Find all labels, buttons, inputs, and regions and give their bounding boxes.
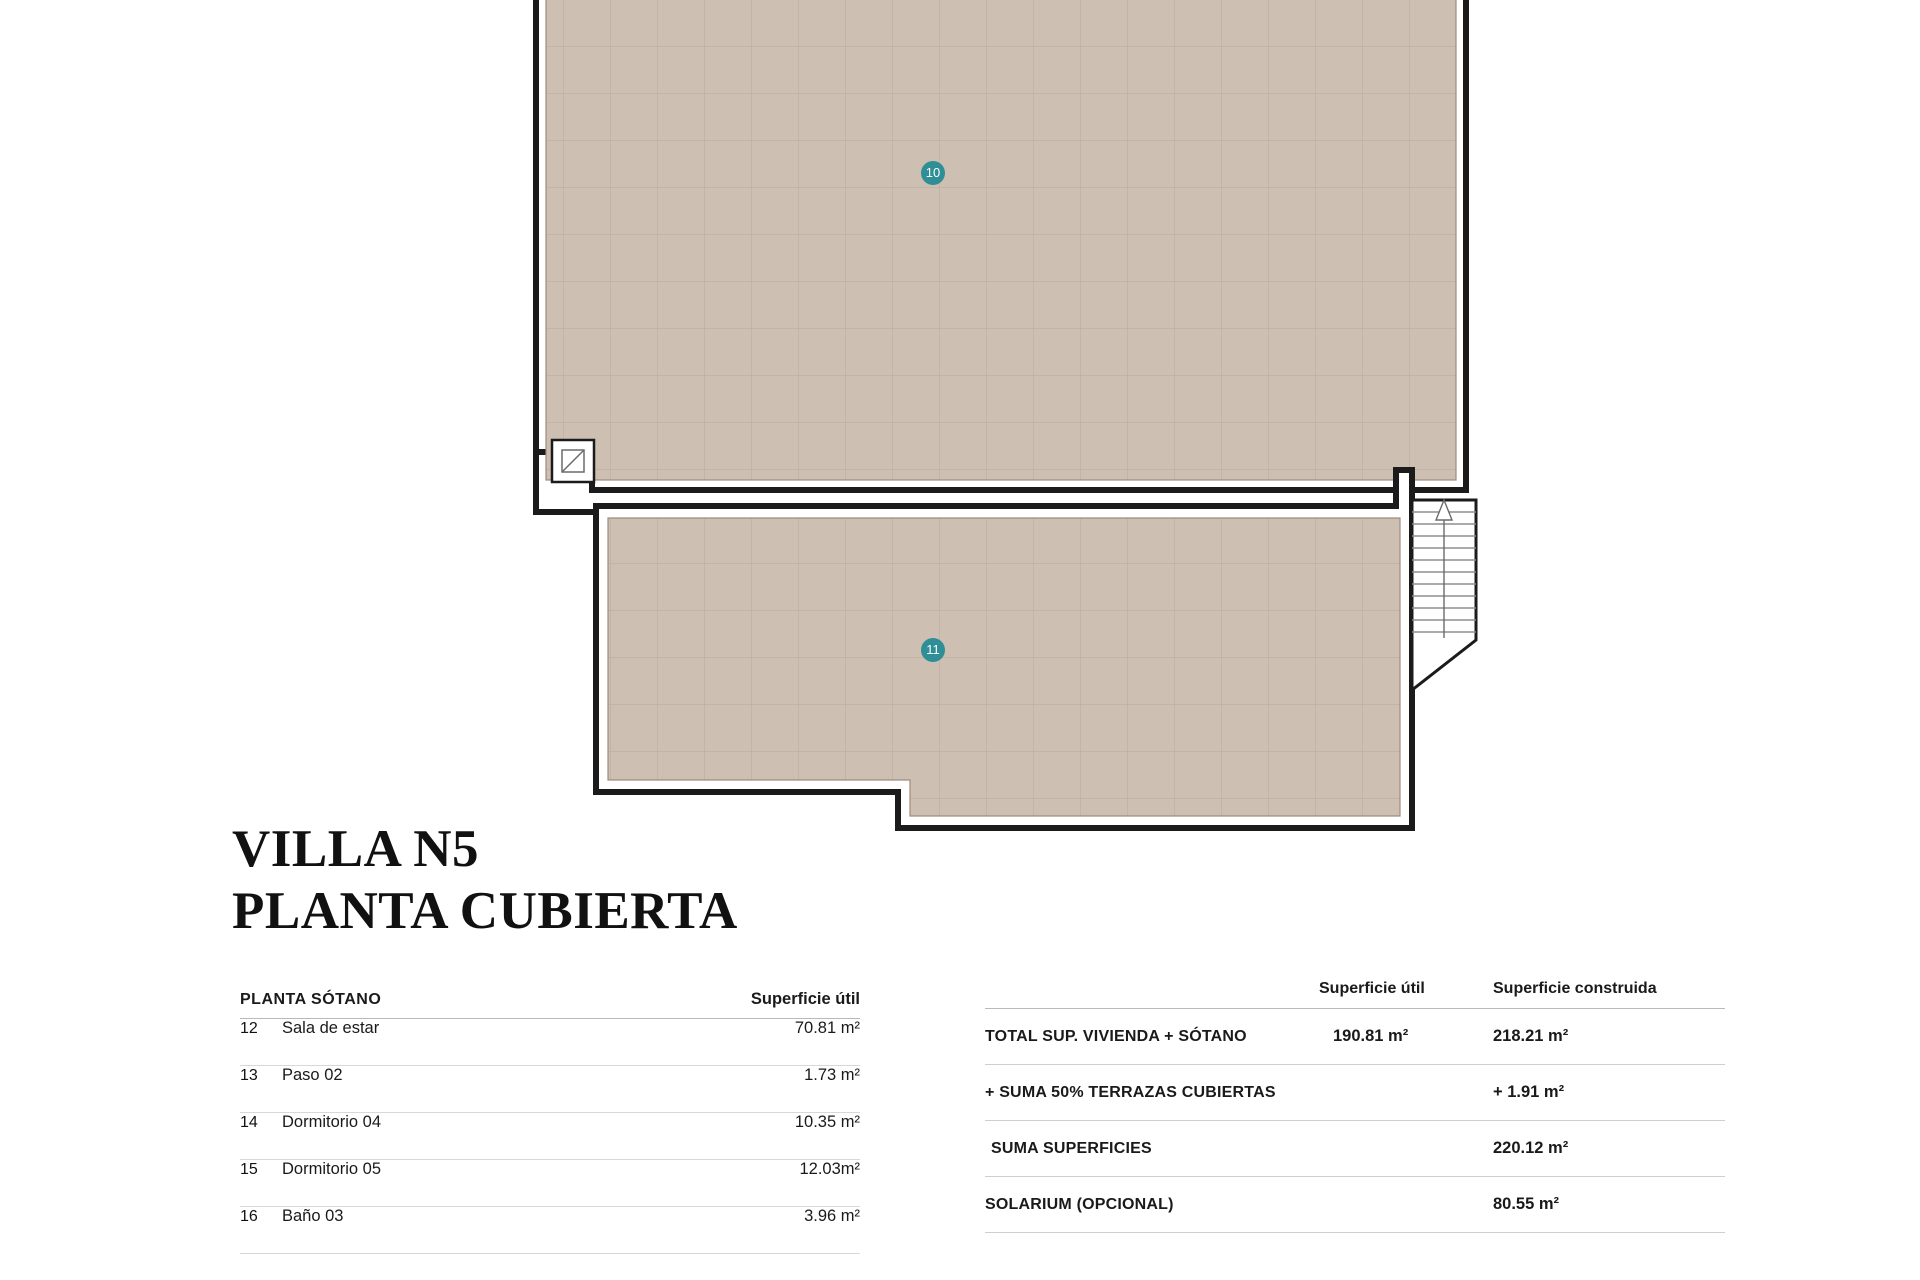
totals-row xyxy=(985,1121,1725,1177)
drain-symbol xyxy=(552,440,594,482)
page-title-line-1: VILLA N5 xyxy=(232,820,479,878)
row-area: 1.73 m² xyxy=(804,1066,860,1084)
totals-row-useful: 190.81 m² xyxy=(1333,1027,1409,1045)
row-name: Sala de estar xyxy=(282,1019,380,1037)
table-row xyxy=(240,1113,860,1160)
totals-row-built: 80.55 m² xyxy=(1493,1195,1560,1213)
roof-lower-slab xyxy=(596,470,1412,828)
totals-row xyxy=(985,1177,1725,1233)
page-title xyxy=(232,818,738,942)
basement-area-table xyxy=(240,990,860,1254)
exterior-stair xyxy=(1412,500,1476,690)
table-row xyxy=(240,1066,860,1113)
row-name: Paso 02 xyxy=(282,1066,343,1084)
row-number: 15 xyxy=(240,1161,258,1178)
row-area: 3.96 m² xyxy=(804,1207,860,1225)
table-header-floor: PLANTA SÓTANO xyxy=(240,991,382,1008)
totals-header-row xyxy=(985,980,1725,1009)
totals-table xyxy=(985,980,1725,1233)
row-area: 70.81 m² xyxy=(794,1019,860,1037)
table-row xyxy=(240,1160,860,1207)
row-area: 10.35 m² xyxy=(794,1113,860,1131)
totals-row-label: TOTAL SUP. VIVIENDA + SÓTANO xyxy=(985,1027,1247,1045)
table-header-useful-area: Superficie útil xyxy=(750,990,860,1008)
roof-upper-slab xyxy=(536,0,1466,490)
row-number: 16 xyxy=(240,1208,258,1225)
table-header-row xyxy=(240,990,860,1019)
totals-row-built: 220.12 m² xyxy=(1493,1139,1569,1157)
totals-header-built: Superficie construida xyxy=(1493,980,1657,997)
table-row xyxy=(240,1207,860,1254)
room-marker-10[interactable]: 10 xyxy=(921,161,945,185)
row-name: Dormitorio 05 xyxy=(282,1160,382,1178)
totals-row-built: 218.21 m² xyxy=(1493,1027,1569,1045)
totals-row-label: SUMA SUPERFICIES xyxy=(991,1139,1152,1157)
totals-row-built: + 1.91 m² xyxy=(1493,1083,1565,1101)
row-number: 12 xyxy=(240,1020,258,1037)
totals-row xyxy=(985,1065,1725,1121)
table-row xyxy=(240,1019,860,1066)
totals-header-useful: Superficie útil xyxy=(1319,980,1425,997)
room-marker-11[interactable]: 11 xyxy=(921,638,945,662)
page-title-line-2: PLANTA CUBIERTA xyxy=(232,882,738,940)
row-number: 13 xyxy=(240,1067,258,1084)
totals-row-label: + SUMA 50% TERRAZAS CUBIERTAS xyxy=(985,1083,1276,1101)
row-name: Dormitorio 04 xyxy=(282,1113,382,1131)
row-number: 14 xyxy=(240,1114,258,1131)
row-name: Baño 03 xyxy=(282,1207,344,1225)
totals-row xyxy=(985,1009,1725,1065)
row-area: 12.03m² xyxy=(799,1160,860,1178)
totals-row-label: SOLARIUM (OPCIONAL) xyxy=(985,1195,1174,1213)
